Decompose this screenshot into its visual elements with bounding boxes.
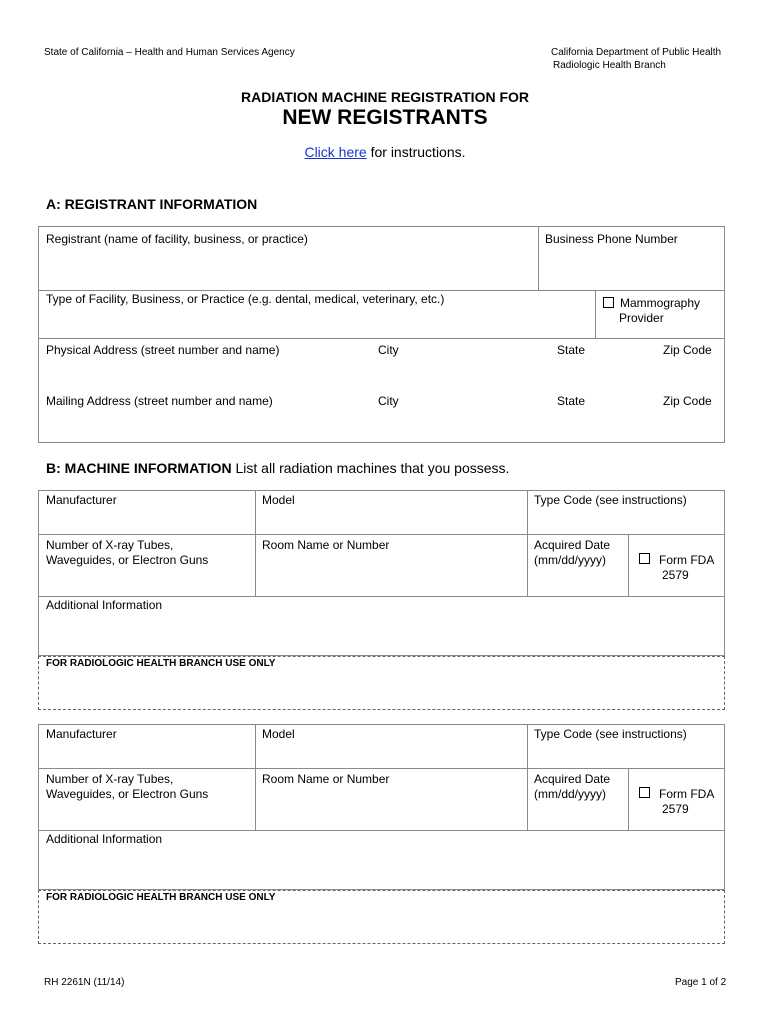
machine-2-table	[38, 724, 725, 890]
section-b-title: B: MACHINE INFORMATION	[46, 460, 232, 476]
machine-2-fda-label-line1: Form FDA	[659, 787, 715, 801]
divider	[538, 226, 539, 290]
machine-1-acquired-date-line1[interactable]: Acquired Date	[534, 538, 611, 552]
physical-state-field[interactable]: State	[557, 343, 586, 357]
physical-address-field[interactable]: Physical Address (street number and name)	[46, 343, 280, 357]
machine-1-type-code-field[interactable]: Type Code (see instructions)	[534, 493, 687, 507]
machine-2-acquired-date-line2[interactable]: (mm/dd/yyyy)	[534, 787, 606, 801]
facility-type-field[interactable]: Type of Facility, Business, or Practice (e.g. dental, medical, veterinary, etc.)	[46, 292, 445, 306]
machine-1-additional-info-field[interactable]: Additional Information	[46, 598, 163, 612]
branch-header: Radiologic Health Branch	[553, 60, 666, 71]
machine-1-fda-label-line2: 2579	[662, 568, 689, 582]
divider	[527, 724, 528, 830]
machine-2-fda-label-line2: 2579	[662, 802, 689, 816]
machine-2-manufacturer-field[interactable]: Manufacturer	[46, 727, 117, 741]
divider	[38, 338, 725, 339]
agency-header: State of California – Health and Human Services Agency	[44, 47, 295, 58]
divider	[38, 596, 725, 597]
machine-1-room-field[interactable]: Room Name or Number	[262, 538, 390, 552]
form-title-line1: RADIATION MACHINE REGISTRATION FOR	[240, 89, 530, 105]
divider	[255, 490, 256, 596]
mailing-state-field[interactable]: State	[557, 394, 586, 408]
page-number: Page 1 of 2	[675, 977, 727, 988]
instructions-line	[0, 144, 770, 160]
machine-2-rhb-use-label: FOR RADIOLOGIC HEALTH BRANCH USE ONLY	[46, 892, 276, 903]
instructions-link[interactable]: Click here	[304, 144, 367, 160]
mailing-address-field[interactable]: Mailing Address (street number and name)	[46, 394, 273, 408]
mailing-city-field[interactable]: City	[378, 394, 399, 408]
machine-2-type-code-field[interactable]: Type Code (see instructions)	[534, 727, 687, 741]
department-header: California Department of Public Health	[551, 47, 722, 58]
machine-1-tubes-field-line2[interactable]: Waveguides, or Electron Guns	[46, 553, 209, 567]
machine-1-manufacturer-field[interactable]: Manufacturer	[46, 493, 117, 507]
machine-2-tubes-field-line1[interactable]: Number of X-ray Tubes,	[46, 772, 174, 786]
divider	[628, 768, 629, 830]
business-phone-field[interactable]: Business Phone Number	[545, 232, 678, 246]
physical-city-field[interactable]: City	[378, 343, 399, 357]
machine-1-tubes-field-line1[interactable]: Number of X-ray Tubes,	[46, 538, 174, 552]
machine-2-model-field[interactable]: Model	[262, 727, 295, 741]
machine-2-room-field[interactable]: Room Name or Number	[262, 772, 390, 786]
physical-zip-field[interactable]: Zip Code	[663, 343, 712, 357]
machine-2-additional-info-field[interactable]: Additional Information	[46, 832, 163, 846]
divider	[38, 768, 725, 769]
machine-2-fda-checkbox[interactable]	[639, 787, 650, 798]
divider	[38, 830, 725, 831]
registrant-name-field[interactable]: Registrant (name of facility, business, or practice)	[46, 232, 308, 246]
machine-2-tubes-field-line2[interactable]: Waveguides, or Electron Guns	[46, 787, 209, 801]
form-id: RH 2261N (11/14)	[44, 977, 125, 988]
machine-1-fda-label-line1: Form FDA	[659, 553, 715, 567]
machine-1-model-field[interactable]: Model	[262, 493, 295, 507]
machine-1-fda-checkbox[interactable]	[639, 553, 650, 564]
divider	[595, 290, 596, 338]
divider	[255, 724, 256, 830]
mammography-label-line1: Mammography	[620, 296, 701, 310]
mammography-checkbox[interactable]	[603, 297, 614, 308]
registrant-info-table	[38, 226, 725, 443]
divider	[527, 490, 528, 596]
section-b-subtitle: List all radiation machines that you possess.	[231, 460, 510, 476]
form-title-line2: NEW REGISTRANTS	[282, 106, 488, 129]
divider	[38, 290, 725, 291]
machine-1-acquired-date-line2[interactable]: (mm/dd/yyyy)	[534, 553, 606, 567]
machine-2-acquired-date-line1[interactable]: Acquired Date	[534, 772, 611, 786]
divider	[628, 534, 629, 596]
section-a-heading: A: REGISTRANT INFORMATION	[46, 196, 258, 212]
machine-1-table	[38, 490, 725, 656]
section-b-heading	[46, 460, 509, 476]
machine-1-rhb-use-label: FOR RADIOLOGIC HEALTH BRANCH USE ONLY	[46, 658, 276, 669]
divider	[38, 534, 725, 535]
instructions-text: for instructions.	[366, 144, 466, 160]
mailing-zip-field[interactable]: Zip Code	[663, 394, 712, 408]
mammography-label-line2: Provider	[619, 311, 664, 325]
